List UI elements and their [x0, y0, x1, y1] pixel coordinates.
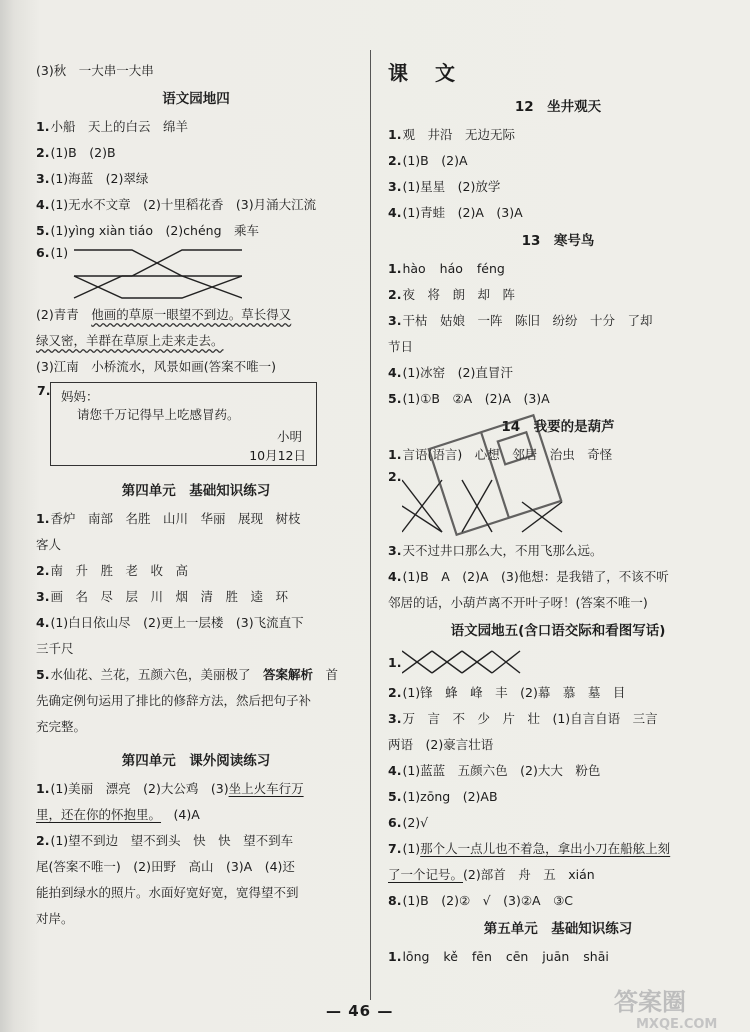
question-number: 3.	[388, 543, 402, 558]
answer-line	[388, 590, 728, 616]
lesson-heading: 12 坐井观天	[514, 99, 602, 115]
answer-text: 三千尺	[36, 641, 74, 656]
answer-line	[388, 200, 728, 226]
answer-text: 夜 将 朗 却 阵	[402, 287, 515, 302]
answer-text: 南 升 胜 老 收 高	[50, 563, 188, 578]
answer-text: (1)星星 (2)放学	[402, 179, 501, 194]
answer-line	[388, 122, 728, 148]
answer-text: 天不过井口那么大，不用飞那么远。	[402, 543, 603, 558]
answer-line	[36, 558, 356, 584]
underlined-text: 了一个记号。	[388, 867, 464, 882]
question-number: 2.	[388, 685, 402, 700]
question-number: 1.	[388, 261, 402, 276]
answer-line	[36, 828, 356, 854]
right-column	[388, 58, 728, 970]
connector-line	[74, 250, 242, 276]
question-number: 1.	[36, 781, 50, 796]
answer-line	[36, 532, 356, 558]
answer-line	[388, 386, 728, 412]
matching-lines-diagram	[402, 472, 602, 536]
question-number: 7.	[388, 841, 402, 856]
answer-line	[36, 854, 356, 880]
answer-text: 尾(答案不唯一) (2)田野 高山 (3)A (4)还	[36, 859, 295, 874]
answer-line	[36, 140, 356, 166]
answer-line	[388, 360, 728, 386]
answer-text: 能拍到绿水的照片。水面好宽好宽，宽得望不到	[36, 885, 299, 900]
answer-line	[388, 256, 728, 282]
question-number: 5.	[36, 667, 50, 682]
question-number: 2.	[36, 833, 50, 848]
page-number: — 46 —	[326, 1002, 394, 1020]
answer-text: (2)√	[402, 815, 429, 830]
answer-text: (1)B (2)A	[402, 153, 468, 168]
question-number: 1.	[388, 949, 402, 964]
left-column	[36, 58, 356, 932]
answer-text: (1)B (2)B	[50, 145, 116, 160]
question-number: 2.	[388, 469, 402, 484]
answer-line	[36, 328, 356, 354]
lesson-heading: 13 寒号鸟	[521, 233, 595, 249]
answer-text: (1)①B ②A (2)A (3)A	[402, 391, 550, 406]
matching-answer	[388, 646, 728, 680]
logo-subtext: MXQE.COM	[636, 1017, 718, 1032]
answer-line	[388, 564, 728, 590]
answer-line	[388, 758, 728, 784]
answer-line	[388, 308, 728, 334]
section-heading: 语文园地四	[162, 91, 230, 107]
answer-text: 对岸。	[36, 911, 74, 926]
answer-text: (1)	[50, 245, 69, 260]
answer-text: (1)海蓝 (2)翠绿	[50, 171, 149, 186]
question-number: 1.	[36, 511, 50, 526]
answer-line	[388, 862, 728, 888]
answer-text: 言语(语言) 心想 邻居 治虫 奇怪	[402, 447, 613, 462]
lesson-heading: 14 我要的是葫芦	[501, 419, 615, 435]
question-number: 1.	[36, 119, 50, 134]
section-heading: 第四单元 基础知识练习	[121, 483, 271, 499]
underlined-text: 绿又密，羊群在草原上走来走去。	[36, 333, 224, 348]
question-number: 5.	[388, 391, 402, 406]
question-number: 3.	[36, 589, 50, 604]
question-number: 7.	[37, 383, 51, 398]
answer-text: (1)白日依山尽 (2)更上一层楼 (3)飞流直下	[50, 615, 304, 630]
question-number: 4.	[388, 205, 402, 220]
answer-text: (2)部首 舟 五 xián	[463, 867, 595, 882]
answer-text: (1)zōng (2)AB	[402, 789, 498, 804]
underlined-text: 里，还在你的怀抱里。	[36, 807, 162, 822]
answer-text: 节日	[388, 339, 414, 354]
question-number: 5.	[36, 223, 50, 238]
answer-line	[388, 706, 728, 732]
answer-line	[388, 888, 728, 914]
section-heading: 第四单元 课外阅读练习	[121, 753, 271, 769]
question-number: 4.	[388, 569, 402, 584]
matching-answer	[388, 468, 728, 538]
answer-line	[388, 784, 728, 810]
matching-answer	[36, 244, 356, 302]
answer-line	[36, 192, 356, 218]
answer-line	[36, 584, 356, 610]
answer-text: (3)江南 小桥流水，风景如画(答案不唯一)	[36, 359, 276, 374]
answer-line	[388, 334, 728, 360]
answer-text: 香炉 南部 名胜 山川 华丽 展现 树枝	[50, 511, 301, 526]
answer-text: (1)冰窑 (2)直冒汗	[402, 365, 513, 380]
answer-text: (4)A	[161, 807, 200, 822]
answer-line	[36, 880, 356, 906]
answer-text: (1)yìng xiàn tiáo (2)chéng 乘车	[50, 223, 260, 238]
answer-line	[388, 680, 728, 706]
underlined-text: 他画的草原一眼望不到边。草长得又	[91, 307, 292, 322]
answer-line	[36, 610, 356, 636]
note-date: 10月12日	[249, 448, 306, 463]
answer-text: 干枯 姑娘 一阵 陈旧 纷纷 十分 了却	[402, 313, 653, 328]
answer-text: 观 井沿 无边无际	[402, 127, 515, 142]
section-title: 课 文	[388, 61, 465, 85]
question-number: 3.	[388, 179, 402, 194]
answer-line	[388, 836, 728, 862]
answer-text: 先确定例句运用了排比的修辞方法，然后把句子补	[36, 693, 312, 708]
answer-line	[388, 282, 728, 308]
answer-text: (1)B A (2)A (3)他想：是我错了，不该不听	[402, 569, 669, 584]
answer-line	[36, 802, 356, 828]
answer-text: (1)B (2)② √ (3)②A ③C	[402, 893, 574, 908]
answer-text: (1)青蛙 (2)A (3)A	[402, 205, 523, 220]
answer-line	[36, 636, 356, 662]
answer-text: 充完整。	[36, 719, 87, 734]
answer-text: (1)锋 蜂 峰 丰 (2)幕 慕 墓 目	[402, 685, 626, 700]
question-number: 1.	[388, 447, 402, 462]
answer-line	[388, 732, 728, 758]
question-number: 4.	[36, 197, 50, 212]
answer-line	[36, 354, 356, 380]
answer-line	[388, 442, 728, 468]
answer-text: (1)美丽 漂亮 (2)大公鸡 (3)	[50, 781, 229, 796]
answer-line	[388, 174, 728, 200]
answer-line	[388, 538, 728, 564]
answer-text: 水仙花、兰花，五颜六色，美丽极了	[50, 667, 263, 682]
answer-line	[36, 776, 356, 802]
question-number: 1.	[388, 127, 402, 142]
answer-text: 画 名 尽 层 川 烟 清 胜 逵 环	[50, 589, 288, 604]
answer-text: (1)	[402, 841, 421, 856]
question-number: 8.	[388, 893, 402, 908]
question-number: 2.	[36, 563, 50, 578]
answer-text: (1)无水不文章 (2)十里稻花香 (3)月涌大江流	[50, 197, 317, 212]
question-number: 2.	[36, 145, 50, 160]
question-number: 2.	[388, 287, 402, 302]
note-box	[37, 382, 317, 466]
answer-line	[36, 302, 356, 328]
question-number: 6.	[36, 245, 50, 260]
question-number: 5.	[388, 789, 402, 804]
section-heading: 语文园地五(含口语交际和看图写话)	[450, 623, 666, 639]
site-logo-watermark	[608, 980, 748, 1032]
answer-line	[36, 58, 356, 84]
answer-text: 客人	[36, 537, 62, 552]
answer-text: (2)青青	[36, 307, 92, 322]
answer-text: 首	[312, 667, 338, 682]
answer-analysis-label: 答案解析	[262, 667, 313, 682]
answer-line	[36, 714, 356, 740]
answer-line	[388, 810, 728, 836]
connector-line	[74, 276, 242, 298]
answer-line	[36, 114, 356, 140]
answer-line	[36, 218, 356, 244]
question-number: 3.	[36, 171, 50, 186]
answer-text: (3)秋 一大串一大串	[36, 63, 154, 78]
question-number: 3.	[388, 711, 402, 726]
answer-line	[388, 148, 728, 174]
note-signature: 小明	[276, 429, 302, 444]
question-number: 3.	[388, 313, 402, 328]
question-number: 6.	[388, 815, 402, 830]
answer-text: 两语 (2)豪言壮语	[388, 737, 494, 752]
answer-text: hào háo féng	[402, 261, 505, 276]
answer-text: lōng kě fēn cēn juān shāi	[402, 949, 609, 964]
answer-line	[36, 166, 356, 192]
section-heading: 第五单元 基础知识练习	[483, 921, 633, 937]
answer-text: 邻居的话，小葫芦离不开叶子呀！(答案不唯一)	[388, 595, 648, 610]
answer-line	[36, 906, 356, 932]
answer-line	[388, 944, 728, 970]
logo-text: 答案圈	[614, 988, 686, 1016]
question-number: 2.	[388, 153, 402, 168]
note-salutation: 妈妈：	[61, 389, 99, 404]
answer-text: 万 言 不 少 片 壮 (1)自言自语 三言	[402, 711, 658, 726]
underlined-text: 坐上火车行万	[228, 781, 304, 796]
question-number: 4.	[388, 365, 402, 380]
column-divider	[370, 50, 371, 1000]
question-number: 1.	[388, 655, 402, 670]
note-body: 请您千万记得早上吃感冒药。	[77, 407, 240, 422]
answer-line	[36, 662, 356, 688]
underlined-text: 那个人一点儿也不着急，拿出小刀在船舷上刻	[420, 841, 671, 856]
question-number: 4.	[388, 763, 402, 778]
answer-line	[36, 506, 356, 532]
answer-text: (1)望不到边 望不到头 快 快 望不到车	[50, 833, 294, 848]
matching-lines-diagram	[402, 649, 522, 677]
answer-text: (1)蓝蓝 五颜六色 (2)大大 粉色	[402, 763, 601, 778]
matching-lines-diagram	[72, 246, 242, 302]
answer-text: 小船 天上的白云 绵羊	[50, 119, 188, 134]
connector-line	[402, 506, 442, 532]
answer-line	[36, 688, 356, 714]
question-number: 4.	[36, 615, 50, 630]
